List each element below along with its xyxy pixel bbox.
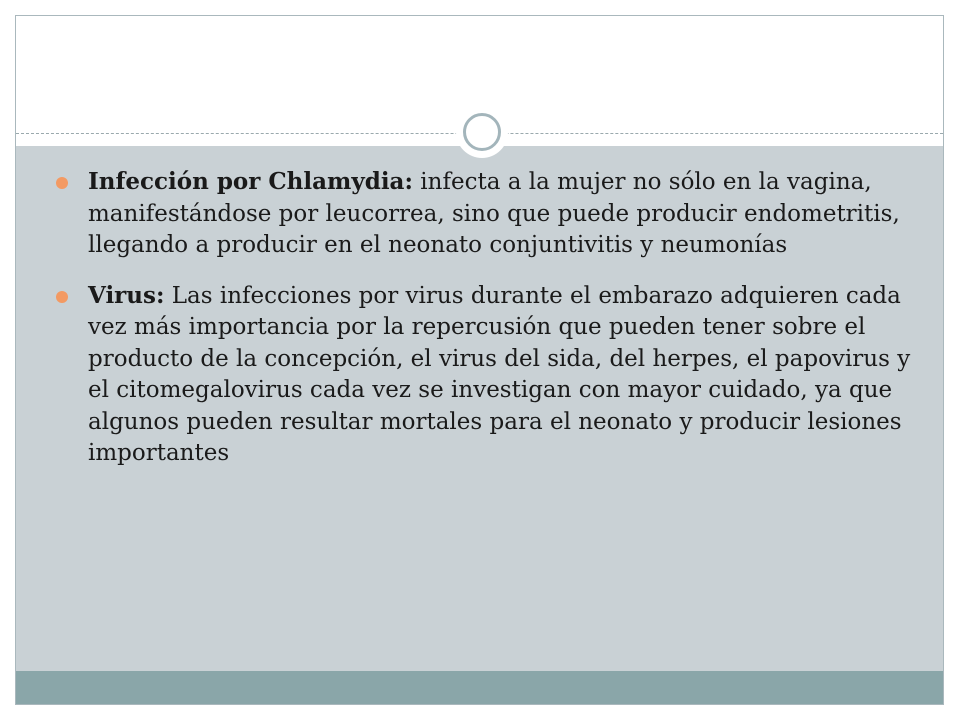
- circle-ornament-inner: [463, 113, 501, 151]
- bullet-text: Las infecciones por virus durante el embarazo adquieren cada vez más importancia por la repercusión que pueden tener sobre el producto de la concepción, el virus del sida, del herpes, el papovirus y el citomegalovirus cada vez se investigan con mayor cuidado, ya que algunos pueden resultar mortales para el neonato y producir lesiones importantes: [88, 282, 911, 466]
- bullet-term: Virus:: [88, 281, 165, 309]
- bullet-item-chlamydia: [56, 166, 926, 262]
- bullet-item-virus: [56, 280, 926, 470]
- footer-bar: [16, 671, 943, 705]
- bullet-list: [56, 166, 926, 488]
- circle-ornament-icon: [456, 106, 508, 158]
- slide: [15, 15, 944, 705]
- bullet-dot-icon: [56, 291, 68, 303]
- bullet-text: infecta a la mujer no sólo en la vagina, manifestándose por leucorrea, sino que puede producir endometritis, llegando a producir en el neonato conjuntivitis y neumonías: [88, 169, 900, 258]
- bullet-dot-icon: [56, 177, 68, 189]
- bullet-term: Infección por Chlamydia:: [88, 168, 413, 195]
